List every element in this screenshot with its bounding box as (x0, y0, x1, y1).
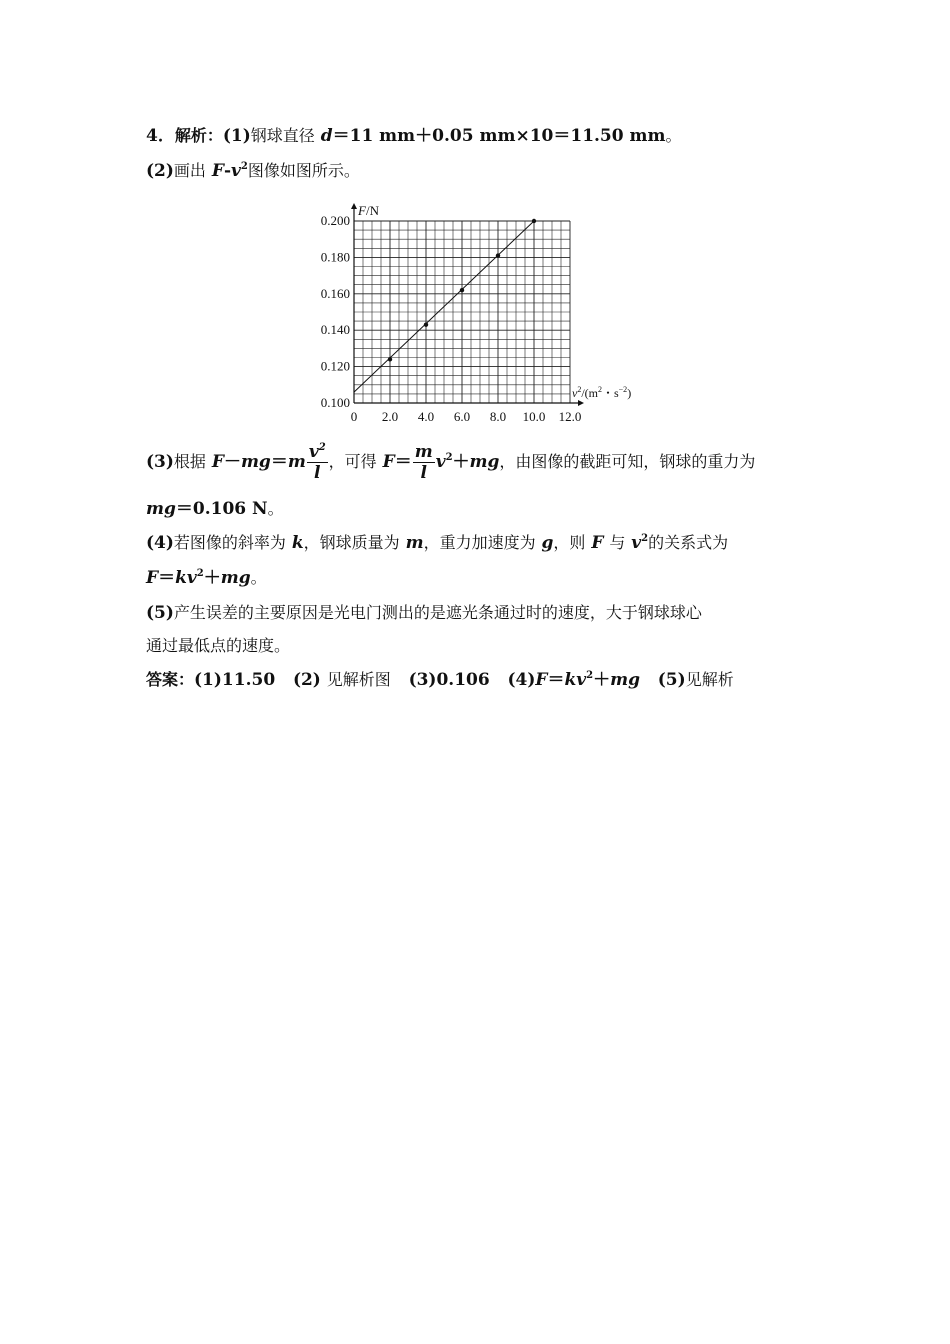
x-tick-label: 8.0 (489, 409, 507, 424)
data-point (532, 219, 536, 223)
line-3 (146, 440, 755, 484)
text: 与 (609, 533, 626, 552)
equals: ＝ (270, 452, 288, 472)
y-tick-label: 0.180 (320, 249, 350, 265)
line-6 (146, 566, 267, 590)
sup: 2 (586, 670, 594, 681)
line-7 (146, 601, 702, 625)
var-mg: mg (469, 452, 500, 472)
equals: ＝ (547, 670, 565, 690)
x-tick-label: 4.0 (417, 409, 435, 424)
text: ，重力加速度为 (423, 533, 536, 552)
answer-2-label: (2) (292, 670, 321, 690)
text: 若图像的斜率为 (173, 533, 286, 552)
x-tick-label: 2.0 (381, 409, 399, 424)
var-m: m (405, 533, 424, 553)
x-tick-label: 6.0 (453, 409, 471, 424)
text: 通过最低点的速度。 (146, 636, 291, 655)
sup: 2 (196, 568, 204, 579)
answer-heading: 答案： (146, 670, 195, 689)
line-2 (146, 159, 360, 183)
answer-5: 见解析 (685, 670, 734, 689)
minus: － (223, 452, 241, 472)
answer-1: (1)11.50 (194, 670, 276, 690)
text: 根据 (173, 452, 206, 471)
var-d: d (320, 126, 333, 146)
line-5 (146, 531, 728, 555)
x-axis-label: $v^2/(m^2$・$s^{-2}$) (572, 385, 632, 400)
sup: 2 (318, 442, 326, 453)
answer-3: (3)0.106 (408, 670, 490, 690)
plus: ＋ (452, 452, 470, 472)
data-point (388, 357, 392, 361)
y-axis-arrow (351, 203, 357, 209)
part-3-label: (3) (146, 452, 174, 472)
text: 钢球直径 (250, 126, 315, 145)
var-v: v (231, 161, 241, 181)
question-number: 4． (146, 126, 175, 146)
punct: 。 (267, 499, 284, 518)
y-tick-label: 0.160 (320, 285, 350, 301)
equation: ＝0.106 N (175, 499, 268, 519)
punct: 。 (250, 568, 267, 587)
var-F: F (211, 161, 224, 181)
text: 的关系式为 (648, 533, 729, 552)
fraction-m-over-l (413, 442, 435, 483)
var-g: g (541, 533, 554, 553)
var-m: m (287, 452, 306, 472)
var-F: F (591, 533, 604, 553)
line-4 (146, 497, 284, 521)
data-point (496, 253, 500, 257)
x-axis-arrow (578, 400, 584, 406)
equation: ＝11 mm＋0.05 mm×10＝11.50 mm (332, 126, 666, 146)
f-v2-graph (300, 195, 660, 427)
var-k: k (175, 568, 187, 588)
var-v: v (186, 568, 197, 588)
numerator: m (414, 442, 433, 462)
plus: ＋ (203, 568, 221, 588)
var-F: F (146, 568, 159, 588)
equals: ＝ (158, 568, 176, 588)
text: ，由图像的截距可知，钢球的重力为 (499, 452, 756, 471)
answer-4-label: (4) (507, 670, 536, 690)
var-v: v (576, 670, 587, 690)
y-tick-label: 0.100 (320, 395, 350, 410)
text: ，可得 (328, 452, 377, 471)
line-8 (146, 634, 290, 658)
var-F: F (211, 452, 224, 472)
fraction-v2-over-l (307, 442, 328, 483)
x-tick-label: 12.0 (558, 409, 582, 424)
var-mg: mg (240, 452, 271, 472)
y-tick-label: 0.120 (320, 358, 350, 374)
equals: ＝ (394, 452, 412, 472)
data-point (460, 288, 464, 292)
x-tick-label: 10.0 (522, 409, 546, 424)
var-mg: mg (610, 670, 640, 690)
text: 产生误差的主要原因是光电门测出的是遮光条通过时的速度，大于钢球球心 (173, 603, 702, 622)
dash: - (223, 161, 231, 181)
var-F: F (382, 452, 395, 472)
var-k: k (291, 533, 304, 553)
part-1-label: (1) (222, 126, 251, 146)
var-v: v (435, 452, 446, 472)
y-tick-label: 0.200 (320, 213, 350, 228)
analysis-heading: 解析： (174, 126, 223, 145)
plus: ＋ (593, 670, 611, 690)
part-5-label: (5) (146, 603, 174, 623)
part-2-label: (2) (146, 161, 174, 181)
sup: 2 (641, 533, 649, 544)
denominator: l (420, 463, 427, 483)
var-v: v (631, 533, 642, 553)
answer-2: 见解析图 (326, 670, 391, 689)
part-4-label: (4) (146, 533, 174, 553)
text: 画出 (173, 161, 206, 180)
var-k: k (564, 670, 577, 690)
sup: 2 (240, 161, 248, 172)
y-tick-label: 0.140 (320, 322, 350, 338)
var-mg: mg (220, 568, 251, 588)
text: ，钢球质量为 (303, 533, 400, 552)
text: ，则 (553, 533, 586, 552)
line-1 (146, 124, 682, 148)
punct: 。 (665, 126, 682, 145)
numerator: v (308, 442, 319, 462)
answer-line (146, 668, 734, 692)
text: 图像如图所示。 (247, 161, 360, 180)
denominator: l (314, 463, 321, 483)
sup: 2 (445, 452, 453, 463)
var-F: F (535, 670, 548, 690)
x-tick-label: 0 (350, 409, 358, 424)
var-mg: mg (146, 499, 176, 519)
y-axis-label: F/N (358, 203, 379, 218)
answer-5-label: (5) (657, 670, 686, 690)
data-point (424, 323, 428, 327)
